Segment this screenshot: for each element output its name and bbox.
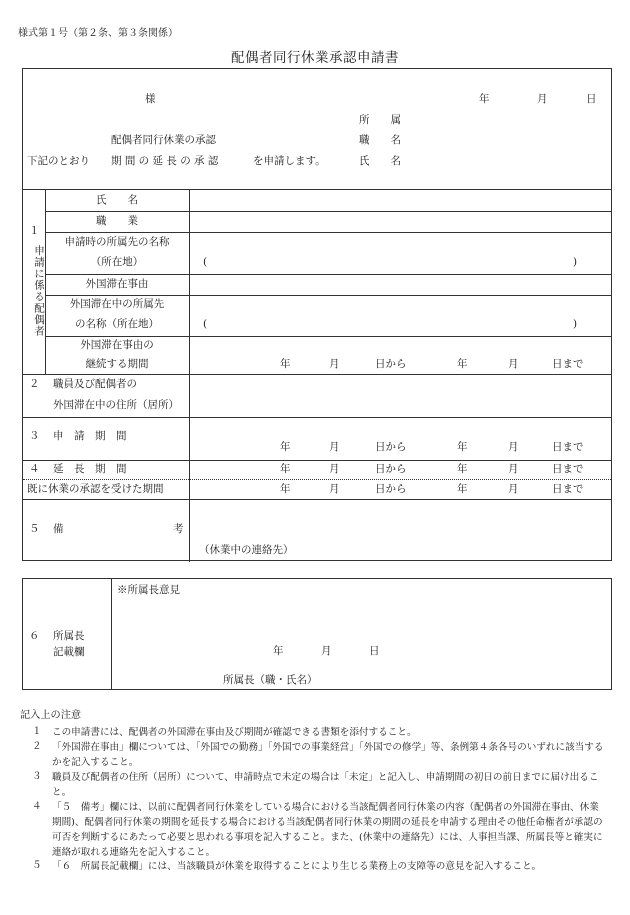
section6-label-2: 記載欄 xyxy=(53,646,85,658)
section5-number: ５ xyxy=(29,523,40,535)
header-date-year: 年 xyxy=(479,93,490,105)
supervisor-section xyxy=(22,578,612,690)
period-year: 年 xyxy=(280,483,291,495)
section4-label: 延 長 期 間 xyxy=(53,463,127,475)
period-from: 日から xyxy=(375,358,407,370)
period-year: 年 xyxy=(457,441,468,453)
supervisor-signature-label: 所属長（職・氏名） xyxy=(223,674,318,686)
applicant-position-label: 職 名 xyxy=(359,134,401,146)
note-number: ４ xyxy=(32,801,42,812)
period-until: 日まで xyxy=(552,463,584,475)
note-text: この申請書には、配偶者の外国滞在事由及び期間が確認できる書類を添付すること。 xyxy=(52,727,417,738)
section2-label-2: 外国滞在中の住所（居所） xyxy=(53,399,179,411)
period-until: 日まで xyxy=(552,358,584,370)
abroad-period-label-1: 外国滞在事由の xyxy=(80,339,154,351)
supervisor-opinion-label: ※所属長意見 xyxy=(117,584,180,596)
request-suffix: を申請します。 xyxy=(253,155,326,167)
contact-during-leave-label: （休業中の連絡先） xyxy=(199,544,294,556)
section6-label-1: 所属長 xyxy=(53,630,85,642)
applicant-affiliation-label: 所 属 xyxy=(359,114,401,126)
period-year: 年 xyxy=(280,463,291,475)
request-prefix: 下記のとおり xyxy=(27,155,90,167)
note-text: 「５ 備考」欄には、以前に配偶者同行休業をしている場合における当該配偶者同行休業の内容（配偶者の外国滞在事由、休業期間)、配偶者同行休業の期間を延長する場合における当該配偶者同行休業の期間の延長を申請する理由その他任命権者が承認の可否を判断するにあたって必要と思われる事項を記入すること。また、(休業中の連絡先）には、人事担当課、所属長等と確実に連絡が取れる連絡先を記入すること。 xyxy=(52,802,603,858)
section2-number: ２ xyxy=(29,378,40,390)
supervisor-date-day: 日 xyxy=(369,645,380,657)
section3-label: 申 請 期 間 xyxy=(53,430,127,442)
period-year: 年 xyxy=(280,441,291,453)
application-table xyxy=(22,68,612,561)
period-year: 年 xyxy=(457,483,468,495)
supervisor-date-month: 月 xyxy=(321,645,332,657)
addressee-suffix: 様 xyxy=(145,93,156,105)
employer-paren-open: ( xyxy=(203,256,208,268)
period-until: 日まで xyxy=(552,441,584,453)
spouse-employer-label: 申請時の所属先の名称 xyxy=(64,236,170,248)
period-month: 月 xyxy=(508,358,519,370)
notes-heading: 記入上の注意 xyxy=(20,710,82,721)
abroad-reason-label: 外国滞在事由 xyxy=(85,278,149,290)
period-from: 日から xyxy=(375,441,407,453)
abroad-period-label-2: 継続する期間 xyxy=(85,358,149,370)
period-month: 月 xyxy=(508,441,519,453)
spouse-employer-location-label: （所在地） xyxy=(90,256,144,268)
request-option-extension: 期 間 の 延 長 の 承 認 xyxy=(111,155,219,167)
note-number: ２ xyxy=(32,741,42,752)
spouse-occupation-label: 職 業 xyxy=(96,215,138,227)
applicant-name-label: 氏 名 xyxy=(359,155,401,167)
section5-label-right: 考 xyxy=(173,523,184,535)
period-year: 年 xyxy=(280,358,291,370)
note-number: ５ xyxy=(32,860,42,871)
section3-number: ３ xyxy=(29,430,40,442)
section6-number: ６ xyxy=(29,630,40,642)
period-month: 月 xyxy=(508,483,519,495)
note-number: １ xyxy=(32,726,42,737)
section4-number: ４ xyxy=(29,463,40,475)
period-from: 日から xyxy=(375,463,407,475)
period-from: 日から xyxy=(375,483,407,495)
section2-label-1: 職員及び配偶者の xyxy=(53,378,137,390)
period-month: 月 xyxy=(329,441,340,453)
supervisor-date-year: 年 xyxy=(273,645,284,657)
period-month: 月 xyxy=(329,483,340,495)
section5-label-left: 備 xyxy=(53,523,64,535)
spouse-name-label: 氏 名 xyxy=(96,194,138,206)
section1-vertical-label: 申請に係る配偶者 xyxy=(33,245,45,337)
abroad-paren-open: ( xyxy=(203,318,208,330)
abroad-employer-label: 外国滞在中の所属先 xyxy=(69,298,165,310)
period-year: 年 xyxy=(457,358,468,370)
period-month: 月 xyxy=(508,463,519,475)
abroad-employer-location-label: の名称（所在地） xyxy=(75,318,159,330)
note-text: 「６ 所属長記載欄」には、当該職員が休業を取得することにより生じる業務上の支障等の意見を記入すること。 xyxy=(52,861,542,872)
form-title: 配偶者同行休業承認申請書 xyxy=(231,50,399,66)
period-until: 日まで xyxy=(552,483,584,495)
section1-number: １ xyxy=(29,225,40,237)
period-month: 月 xyxy=(329,358,340,370)
abroad-paren-close: ) xyxy=(573,318,578,330)
period-month: 月 xyxy=(329,463,340,475)
period-year: 年 xyxy=(457,463,468,475)
request-option-approval: 配偶者同行休業の承認 xyxy=(111,134,216,146)
note-text: 「外国滞在事由」欄については、「外国での勤務」「外国での事業経営」「外国での修学」等、条例第４条各号のいずれに該当するかを記入すること。 xyxy=(52,742,604,768)
prior-approval-label: 既に休業の承認を受けた期間 xyxy=(27,483,164,495)
header-date-month: 月 xyxy=(537,93,548,105)
note-text: 職員及び配偶者の住所（居所）について、申請時点で未定の場合は「未定」と記入し、申請期間の初日の前日までに届け出ること。 xyxy=(52,772,599,798)
note-number: ３ xyxy=(32,771,42,782)
employer-paren-close: ) xyxy=(573,256,578,268)
header-date-day: 日 xyxy=(586,93,597,105)
form-number: 様式第１号（第２条、第３条関係） xyxy=(18,28,178,39)
